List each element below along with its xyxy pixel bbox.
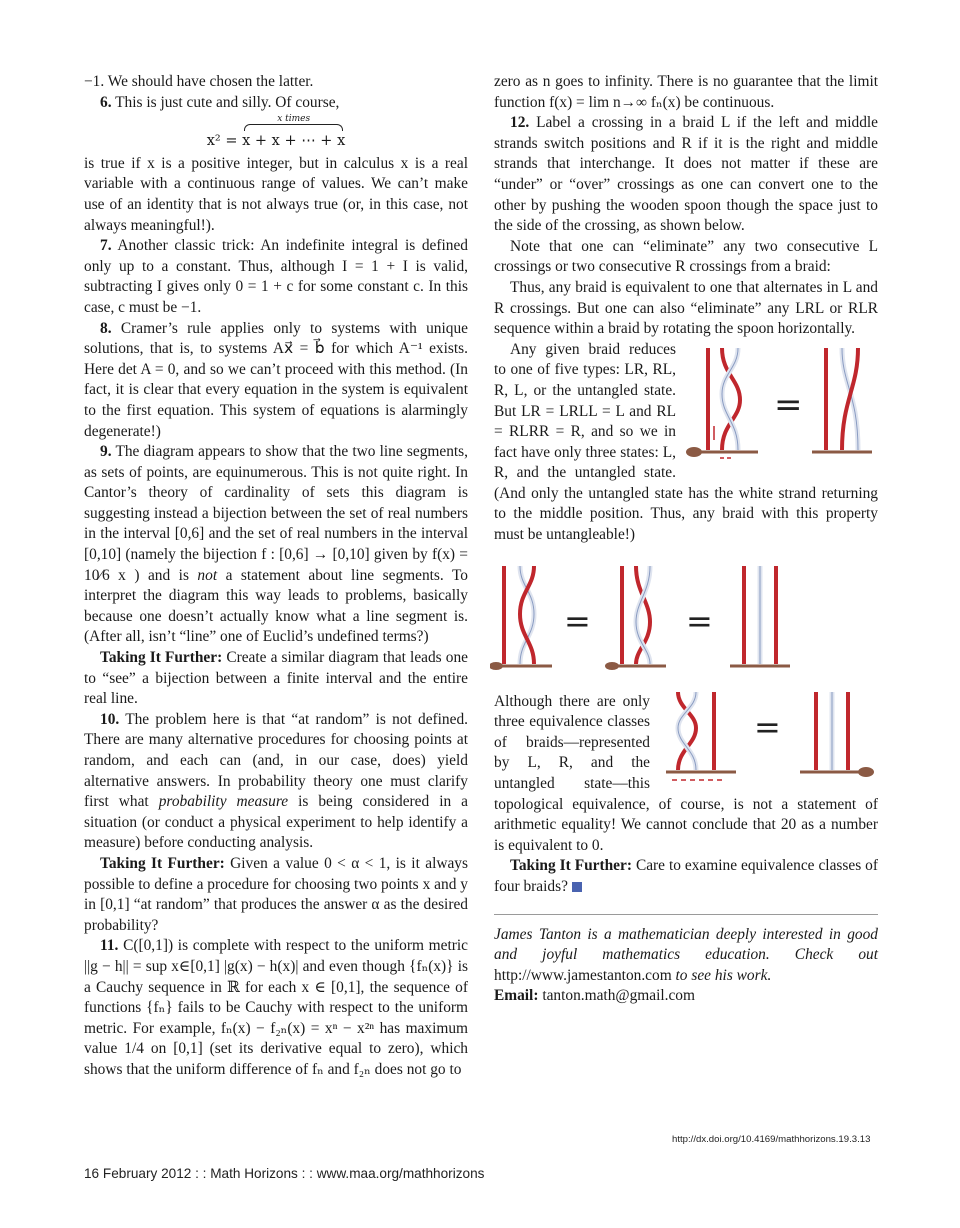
braid-wide-untangled xyxy=(730,566,790,666)
paragraph-text: Cramer’s rule applies only to systems with unique solutions, that is, to systems Ax⃗ = b⃗ for which A⁻¹ exists. Here det A = 0, and so we can’t proceed with this method. (In fact, it is clear that every equation in the system is equivalent to the first equation. This system of equations is alarmingly degenerate!) xyxy=(84,319,468,440)
taking-it-further-1 xyxy=(84,648,468,710)
paragraph-text: This is just cute and silly. Of course, xyxy=(115,93,340,111)
divider xyxy=(494,914,878,915)
item-number: 11. xyxy=(100,937,119,955)
end-of-article-square-icon xyxy=(572,882,582,892)
eq-rhs: x + x + ⋯ + x xyxy=(242,133,346,150)
paragraph-text: Although there are only three equivalence classes of braids—represented by L, R, and the untangled state—this topological equivalence, of course, is not a statement of arithmetic equality! We cannot conclude that 20 as a number is equivalent to 0. xyxy=(494,692,878,854)
paragraph-text: Care to examine equivalence classes of four braids? xyxy=(494,857,878,895)
item-number: 12. xyxy=(510,114,530,132)
paragraph-text: is being considered in a situation (or conduct a physical experiment to help identify a measure) before conducting analysis. xyxy=(84,793,468,852)
item-number: 7. xyxy=(100,237,112,255)
braid-figure-bottom xyxy=(656,688,878,788)
author-website-link[interactable]: http://www.jamestanton.com xyxy=(494,966,672,984)
item-number: 8. xyxy=(100,319,112,337)
doi-link[interactable]: http://dx.doi.org/10.4169/mathhorizons.19.3.13 xyxy=(672,1134,871,1145)
braid-bottom-twisted xyxy=(666,692,736,780)
paragraph-12-c: Thus, any braid is equivalent to one that alternates in L and R crossings. But one can also “eliminate” any LRL or RLR sequence within a braid by rotating the spoon horizontally. xyxy=(494,278,878,338)
paragraph-5-end: −1. We should have chosen the latter. xyxy=(84,73,314,90)
bio-text-end: to see his work. xyxy=(671,966,772,984)
paragraph-12-b: Note that one can “eliminate” any two consecutive L crossings or two consecutive R crossings from a braid: xyxy=(494,237,878,276)
paragraph-10 xyxy=(84,710,468,854)
item-number: 9. xyxy=(100,443,112,461)
paragraph-text: The diagram appears to show that the two line segments, as sets of points, are equinumerous. This is not quite right. In Cantor’s theory of cardinality of sets this diagram is suggesting instead a bijection between the set of real numbers in the interval [0,6] and the set of real numbers in the interval [0,10] (namely the bijection f : [0,6] → [0,10] given by f(x) = 10⁄6 x ) and is xyxy=(84,443,468,584)
author-bio xyxy=(494,925,878,987)
right-column xyxy=(494,72,878,1007)
tif-heading: Taking It Further: xyxy=(100,649,223,667)
item-number: 10. xyxy=(100,710,120,728)
item-number: 6. xyxy=(100,93,112,111)
paragraph-7 xyxy=(84,236,468,318)
braid-figure-wide xyxy=(490,562,872,678)
braid-bottom-untangled xyxy=(800,692,874,777)
left-column xyxy=(84,72,468,1081)
paragraph-8 xyxy=(84,319,468,443)
equals-sign: = xyxy=(754,707,781,746)
page-footer: 16 February 2012 : : Math Horizons : : www.maa.org/mathhorizons xyxy=(84,1166,485,1181)
brace-shape xyxy=(244,124,343,131)
paragraph-text: Given a value 0 < α < 1, is it always possible to define a procedure for choosing two points x and y in [0,1] “at random” that produces the answer α as the desired probability? xyxy=(84,854,468,934)
email-address-link[interactable]: tanton.math@gmail.com xyxy=(538,987,695,1005)
email-label: Email: xyxy=(494,987,539,1005)
paragraph-11-cont: zero as n goes to infinity. There is no guarantee that the limit function f(x) = lim n→∞ fₙ(x) be continuous. xyxy=(494,73,878,111)
paragraph-text: Another classic trick: An indefinite integral is defined only up to a constant. Thus, although I = 1 + I is valid, subtracting I gives only 0 = 1 + c for some constant c. In this case, c must be −1. xyxy=(84,237,468,316)
paragraph-12-e xyxy=(494,562,878,857)
emphasis: not xyxy=(197,566,218,584)
emphasis: probability measure xyxy=(158,793,289,811)
braid-wide-2 xyxy=(605,566,666,670)
braid-wide-1 xyxy=(490,566,552,670)
paragraph-9 xyxy=(84,442,468,648)
braid-right-state xyxy=(812,348,872,452)
author-email xyxy=(494,986,878,1007)
paragraph-text: The problem here is that “at random” is not defined. There are many alternative procedures for choosing points at random, and each can (and, in our case, does) yield alternative answers. In probability theory one must clarify first what xyxy=(84,710,468,811)
taking-it-further-3 xyxy=(494,856,878,897)
braid-figure-small xyxy=(686,344,878,468)
paragraph-6 xyxy=(84,93,468,114)
bio-text: James Tanton is a mathematician deeply interested in good and joyful mathematics education. Check out xyxy=(494,925,878,964)
eq-lhs: x² = xyxy=(206,133,243,150)
tif-heading: Taking It Further: xyxy=(510,857,632,875)
equation-x-squared xyxy=(84,115,468,152)
paragraph-text: Any given braid reduces to one of five types: LR, RL, R, L, or the untangled state. But LR = LRLL = L and RL = RLRR = R, and so we in fact have only three states: L, R, and the untangled state. (And only the untangled state has the white strand returning to the middle position. Thus, any braid with this property must be untangleable!) xyxy=(494,340,878,544)
equals-sign: = xyxy=(686,601,713,640)
paragraph-6-cont: is true if x is a positive integer, but in calculus x is a real variable with a continuous range of values. We can’t make use of an identity that is not always true (or, in this case, not always meaningful!). xyxy=(84,154,468,234)
paragraph-12 xyxy=(494,113,878,237)
equals-sign: = xyxy=(774,384,803,425)
paragraph-11 xyxy=(84,936,468,1080)
paragraph-text: C([0,1]) is complete with respect to the uniform metric ||g − h|| = sup x∈[0,1] |g(x) − h(x)| and even though {fₙ(x)} is a Cauchy sequence in ℝ for each x ∈ [0,1], the sequence of functions {fₙ} fails to be Cauchy with respect to the uniform metric. For example, fₙ(x) − f₂ₙ(x) = xⁿ − x²ⁿ has maximum value 1/4 on [0,1] (set its derivative equal to zero), which shows that the uniform difference of fₙ and f₂ₙ does not go to xyxy=(84,937,468,1078)
paragraph-text: Create a similar diagram that leads one to “see” a bijection between a finite interval and the entire real line. xyxy=(84,649,468,708)
taking-it-further-2 xyxy=(84,854,468,936)
overbrace xyxy=(242,115,345,152)
equals-sign: = xyxy=(564,601,591,640)
brace-label: x times xyxy=(277,114,311,125)
tif-heading: Taking It Further: xyxy=(100,854,225,872)
paragraph-text: Label a crossing in a braid L if the left and middle strands switch positions and R if it is the right and middle strands that interchange. It does not matter if these are “under” or “over” crossings as one can convert one to the other by pushing the wooden spoon though the space just to the side of the crossing, as shown below. xyxy=(494,114,878,235)
paragraph-text: a statement about line segments. To interpret the diagram this way leads to problems, basically because one doesn’t actually know what a line segment is. (After all, isn’t “line” one of Euclid’s undefined terms?) xyxy=(84,566,468,646)
paragraph-12-d xyxy=(494,340,878,546)
braid-left-untwisting xyxy=(686,348,758,458)
